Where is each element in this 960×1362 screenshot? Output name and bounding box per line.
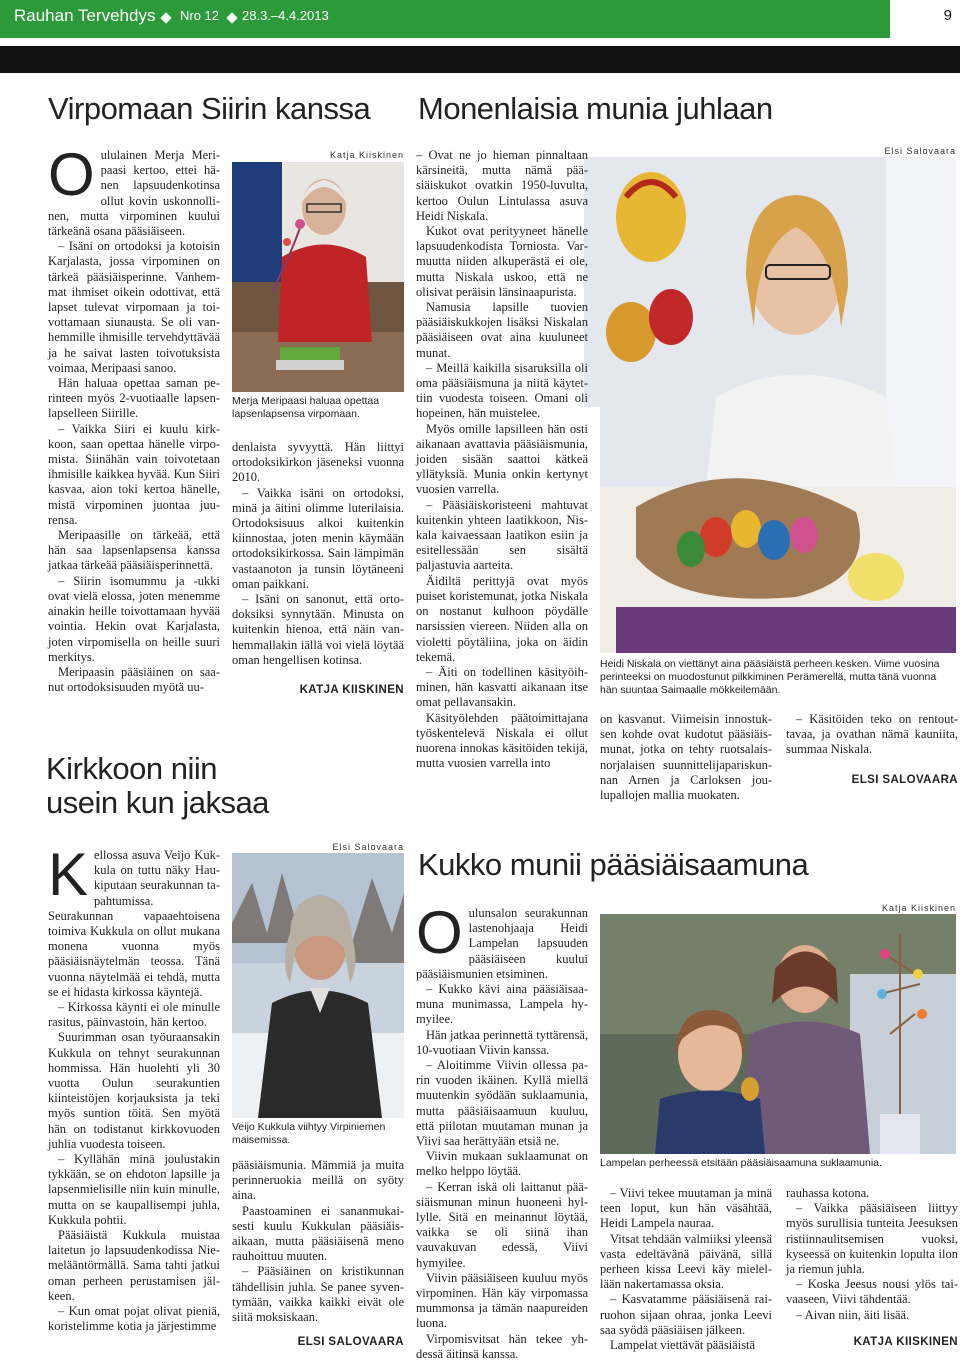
kukko-photo xyxy=(600,914,956,1154)
kukko-para-3: – Aloitimme Viivin ollessa parin vuoden ikäinen. Kyllä miellä muutenkin syödään suklaamunia, mutta pääsiäisaamuun kuuluu, että piilotan muutaman munan ja Viivi saa herättyään etsiä ne. xyxy=(416,1058,588,1149)
kukko-col2-para-3: – Kasvatamme pääsiäisenä rairuohon sijaan ohraa, jonka Leevi saa syödä pääsiäisen jälkeen. xyxy=(600,1292,772,1337)
kukko-dropcap: O xyxy=(416,899,463,966)
siiri-byline: KATJA KIISKINEN xyxy=(299,684,404,696)
siiri-photo xyxy=(232,162,404,392)
masthead xyxy=(0,0,960,38)
diamond-icon xyxy=(226,12,237,23)
siiri-para-1: – Isäni on ortodoksi ja kotoisin Karjalasta, jossa virpominen on tärkeä pääsiäisperinne. Vanhemmat ihmiset oikein odottivat, että lapset tulevat virpomaan ja toivottamaan siunausta. Se oli vanhemmille ihmisille tervehdyttävää ja he saivat lasten toivotuksista voimaa, Meripaasi sanoo. xyxy=(48,239,220,375)
kirkkoon-lead: ellossa asuva Veijo Kukkula on tuttu näky Haukiputaan seurakunnan tapahtumissa. Seurakunnan vapaaehtoisena toimiva Kukkula on ollut mukana monena vuonna myös pääsiäisnäytelmän teossa. Tänä vuonna näytelmää ei tehdä, mutta se ei hidasta kirkossa käyntejä. xyxy=(48,848,220,999)
kirkkoon-col2-para-3: – Pääsiäinen on kristikunnan tähdellisin juhla. Se panee syventymään, vaikka kaikki eivät ole siitä moksiskaan. xyxy=(232,1264,404,1325)
siiri-lead: ululainen Merja Meripaasi kertoo, ettei hänen lapsuudenkotinsa ollut kovin uskonnollinen, mutta virpominen kuului tärkeänä osana pääsiäiseen. xyxy=(48,148,220,239)
kukko-col3-para-2: – Vaikka pääsiäiseen liittyy myös surullisia tunteita Jeesuksen ristiinnaulitsemisen vuoksi, kyseessä on kuitenkin lopulta ilon ja riemun juhla. xyxy=(786,1201,958,1277)
siiri-column-1 xyxy=(48,141,220,695)
munia-para-8: – Äiti on todellinen käsityöihminen, hän kasvatti aikanaan itse omat pellavansakin. xyxy=(416,664,588,710)
kirkkoon-headline-line1: Kirkkoon niin xyxy=(46,751,217,786)
munia-column-1 xyxy=(416,148,588,771)
kirkkoon-photo xyxy=(232,853,404,1118)
kirkkoon-photo-caption: Veijo Kukkula viihtyy Virpiniemen maisemissa. xyxy=(232,1121,386,1146)
munia-para-5: Myös omille lapsilleen hän osti aikanaan avattavia pääsiäismunia, joiden sisään saattoi kätkeä yllätyksiä. Munia onkin kertynyt vuosien varrella. xyxy=(416,421,588,497)
siiri-para-2: Hän haluaa opettaa saman perinteen myös 2-vuotiaalle lapsenlapselleen Siirille. xyxy=(48,376,220,421)
kukko-para-1: – Kukko kävi aina pääsiäisaamuna munimassa, Lampela hymyilee. xyxy=(416,982,588,1027)
munia-para-2: Kukot ovat perityyneet hänelle lapsuudenkodista Torniosta. Varmuutta niiden alkuperästä ei ole, mutta Niskala uskoo, että ne olisivat peräisin länsinaapurista. xyxy=(416,224,588,299)
munia-col3-para-1: – Käsitöiden teko on rentouttavaa, ja ovathan nämä kauniita, summaa Niskala. xyxy=(786,712,958,757)
munia-photo-credit: Elsi Salovaara xyxy=(884,146,956,156)
kukko-para-2: Hän jatkaa perinnettä tyttärensä, 10-vuotiaan Viivin kanssa. xyxy=(416,1027,588,1057)
siiri-para-4: Meripaasille on tärkeää, että hän saa lapsenlapsensa kanssa jatkaa tärkeää pääsiäisperinnettä. xyxy=(48,528,220,573)
publication-name: Rauhan Tervehdys xyxy=(14,6,156,25)
siiri-col2-para-2: – Vaikka isäni on ortodoksi, minä ja äitini olimme luterilaisia. Ortodoksisuus alkoi kuitenkin kiinnostaa, joten menin käymään ortodoksikirkossa. Sain lämpimän vastaanoton ja tunsin löytäneeni oman paikkani. xyxy=(232,485,404,591)
top-bar xyxy=(0,46,960,73)
siiri-col2-para-1: denlaista syvyyttä. Hän liittyi ortodoksikirkon jäseneksi vuonna 2010. xyxy=(232,440,404,485)
siiri-para-3: – Vaikka Siiri ei kuulu kirkkoon, saan opettaa hänelle virpomista. Siinähän vain toivotetaan ihmisille kaikkea hyvää. Kun Siiri kasvaa, aion toki kertoa hänelle, mistä virpominen juontaa juurensa. xyxy=(48,421,220,527)
kukko-headline: Kukko munii pääsiäisaamuna xyxy=(418,847,809,882)
munia-photo-caption: Heidi Niskala on viettänyt aina pääsiäistä perheen kesken. Viime vuosina perinteeksi on muodostunut pilkkiminen Perämerellä, mutta tänä vuonna hän suuntaa Saimaalle mökkeilemään. xyxy=(600,658,940,696)
kukko-column-1 xyxy=(416,899,588,1362)
munia-headline: Monenlaisia munia juhlaan xyxy=(418,91,773,126)
kirkkoon-para-5: – Kun omat pojat olivat pieniä, koristelimme kotia ja järjestimme xyxy=(48,1304,220,1334)
siiri-dropcap: O xyxy=(48,141,95,208)
siiri-headline: Virpomaan Siirin kanssa xyxy=(48,91,371,126)
kukko-photo-credit: Katja Kiiskinen xyxy=(881,903,956,913)
munia-para-3: Namusia lapsille tuovien pääsiäiskukkojen lisäksi Niskalan pääsiäiseen ovat aina kuuluneet munat. xyxy=(416,300,588,360)
kukko-col2-para-1: – Viivi tekee muutaman ja minä teen loput, kun hän väsähtää, Heidi Lampela nauraa. xyxy=(600,1186,772,1231)
kirkkoon-dropcap: K xyxy=(48,841,89,908)
munia-para-1: – Ovat ne jo hieman pinnaltaan kärsineitä, mutta nämä pääsiäiskukot ovatkin 1950-luvulta, kertoo Oulun Lintulassa asuva Heidi Niskala. xyxy=(416,148,588,223)
munia-col2-para-1: on kasvanut. Viimeisin innostuksen kohde ovat kudotut pääsiäismunat, jotka on tehty ruotsalaisnorjalaisen suunnittelijapariskunnan Arnen ja Carloksen joulupallojen mallia muokaten. xyxy=(600,712,772,803)
page-number: 9 xyxy=(943,7,952,24)
munia-byline: ELSI SALOVAARA xyxy=(851,774,958,786)
kirkkoon-para-3: – Kyllähän minä joulustakin tykkään, se on ehdoton lapsille ja lapsenmielisille niin kuin minulle, mutta on se kaupallisempi juhla, Kukkula pohtii. xyxy=(48,1152,220,1227)
siiri-photo-credit: Katja Kiiskinen xyxy=(329,150,404,160)
munia-para-4: – Meillä kaikilla sisaruksilla oli oma pääsiäismuna ja niitä käytettiin vuodesta toiseen. Omani oli hopeinen, hän muistelee. xyxy=(416,360,588,421)
kukko-para-7: Virpomisvitsat hän tekee yhdessä äitinsä kanssa. xyxy=(416,1331,588,1361)
munia-para-6: – Pääsiäiskoristeeni mahtuvat kuitenkin yhteen laatikkoon, Niskala kaivaessaan laatikon esiin ja esitellessään sen sisältä paljastuvia aarteita. xyxy=(416,497,588,573)
kukko-para-5: – Kerran iskä oli laittanut pääsiäismunan minun huoneeni hyllylle. Sitä en meinannut löytää, vaikka se oli siinä ihan vauvakuvan edessä, Viivi hymyilee. xyxy=(416,1179,588,1270)
kirkkoon-para-2: Suurimman osan työuraansakin Kukkula on tehnyt seurakunnan hommissa. Hän huolehti yli 30 vuotta Oulun seurakuntien kiinteistöjen korjauksista ja teki myös suntion töitä. Sen myötä hän on todistanut kirkkovuoden juhlia vuodesta toiseen. xyxy=(48,1030,220,1151)
kukko-col3-para-4: – Aivan niin, äiti lisää. xyxy=(796,1307,910,1322)
kirkkoon-col2-para-1: pääsiäismunia. Mämmiä ja muita perinneruokia meillä on syöty aina. xyxy=(232,1158,404,1203)
page-number-box xyxy=(890,0,960,38)
issue-date: 28.3.–4.4.2013 xyxy=(242,8,329,23)
diamond-icon xyxy=(160,12,171,23)
kukko-col2-para-2: Vitsat tehdään valmiiksi yleensä vasta edeltävänä päivänä, sillä perheen kissa Leevi käy mielellään nakertamassa oksia. xyxy=(600,1231,772,1292)
munia-para-9: Käsityölehden päätoimittajana työskentelevä Niskala ei ollut nuorena innokas käsitöiden tekijä, mutta vuosien varrella into xyxy=(416,710,588,771)
kukko-photo-caption: Lampelan perheessä etsitään pääsiäisaamuna suklaamunia. xyxy=(600,1157,882,1169)
woman-portrait-icon xyxy=(232,162,404,392)
kukko-col3-para-1: rauhassa kotona. xyxy=(786,1186,870,1200)
kukko-col3-para-3: – Koska Jeesus nousi ylös taivaaseen, Viivi tähdentää. xyxy=(786,1277,958,1307)
mother-daughter-icon xyxy=(600,914,956,1154)
munia-para-7: Äidiltä perittyjä ovat myös puiset koristemunat, jotka Niskala on nostanut kulhoon pöydälle narsissien viereen. Niiden alla on violetti pöytäliina, joka on äidin tekemä. xyxy=(416,573,588,664)
kirkkoon-headline-line2: usein kun jaksaa xyxy=(46,785,269,821)
kirkkoon-para-4: Pääsiäistä Kukkula muistaa laitetun jo lapsuudenkodissa Niemelääntörmällä. Sama tahti jatkui oman perheen perustamisen jälkeen. xyxy=(48,1228,220,1303)
kukko-para-4: Viivin mukaan suklaamunat on melko helppo löytää. xyxy=(416,1149,588,1179)
kukko-column-2 xyxy=(600,1186,772,1353)
kukko-column-3 xyxy=(786,1186,958,1323)
munia-column-2 xyxy=(600,712,772,803)
kirkkoon-column-2 xyxy=(232,1158,404,1325)
kirkkoon-col2-para-2: Paastoaminen ei sananmukaisesti kuulu Kukkulan pääsiäisaikaan, mutta pääsiäisenä meno rauhoittuu muuten. xyxy=(232,1203,404,1264)
siiri-column-2 xyxy=(232,440,404,668)
kukko-para-6: Viivin pääsiäiseen kuuluu myös virpominen. Hän käy virpomassa mummonsa ja tämän naapureiden luona. xyxy=(416,1270,588,1331)
kirkkoon-column-1 xyxy=(48,841,220,1335)
siiri-para-6: Meripaasin pääsiäinen on saanut ortodoksisuuden myötä uu- xyxy=(48,664,220,695)
issue-number: Nro 12 xyxy=(180,8,220,23)
siiri-para-5: – Siirin isomummu ja -ukki ovat vielä elossa, joten menemme ainakin heille toivottamaan hyvää vointia. Hekin ovat Karjalasta, joten virpomisella on heille suuri merkitys. xyxy=(48,573,220,664)
kukko-col2-para-4: Lampelat viettävät pääsiäistä xyxy=(610,1338,756,1353)
kirkkoon-photo-credit: Elsi Salovaara xyxy=(332,842,404,852)
siiri-col2-para-3: – Isäni on sanonut, että ortodoksiksi synnytään. Minusta on kuitenkin hienoa, että näin vanhemmallakin iällä voi vielä löytää oman hengellisen kotinsa. xyxy=(232,592,404,667)
kirkkoon-headline xyxy=(46,752,406,820)
kirkkoon-byline: ELSI SALOVAARA xyxy=(297,1336,404,1348)
siiri-photo-caption: Merja Meripaasi haluaa opettaa lapsenlapsensa virpomaan. xyxy=(232,395,380,420)
kukko-lead: ulunsalon seurakunnan lastenohjaaja Heidi Lampelan lapsuuden pääsiäiseen kuului pääsiäismunien etsiminen. xyxy=(416,906,588,981)
munia-column-3 xyxy=(786,712,958,758)
man-portrait-icon xyxy=(232,853,404,1118)
kukko-byline: KATJA KIISKINEN xyxy=(853,1336,958,1348)
kirkkoon-para-1: – Kirkossa käynti ei ole minulle rasitus, päinvastoin, hän kertoo. xyxy=(48,1000,220,1030)
